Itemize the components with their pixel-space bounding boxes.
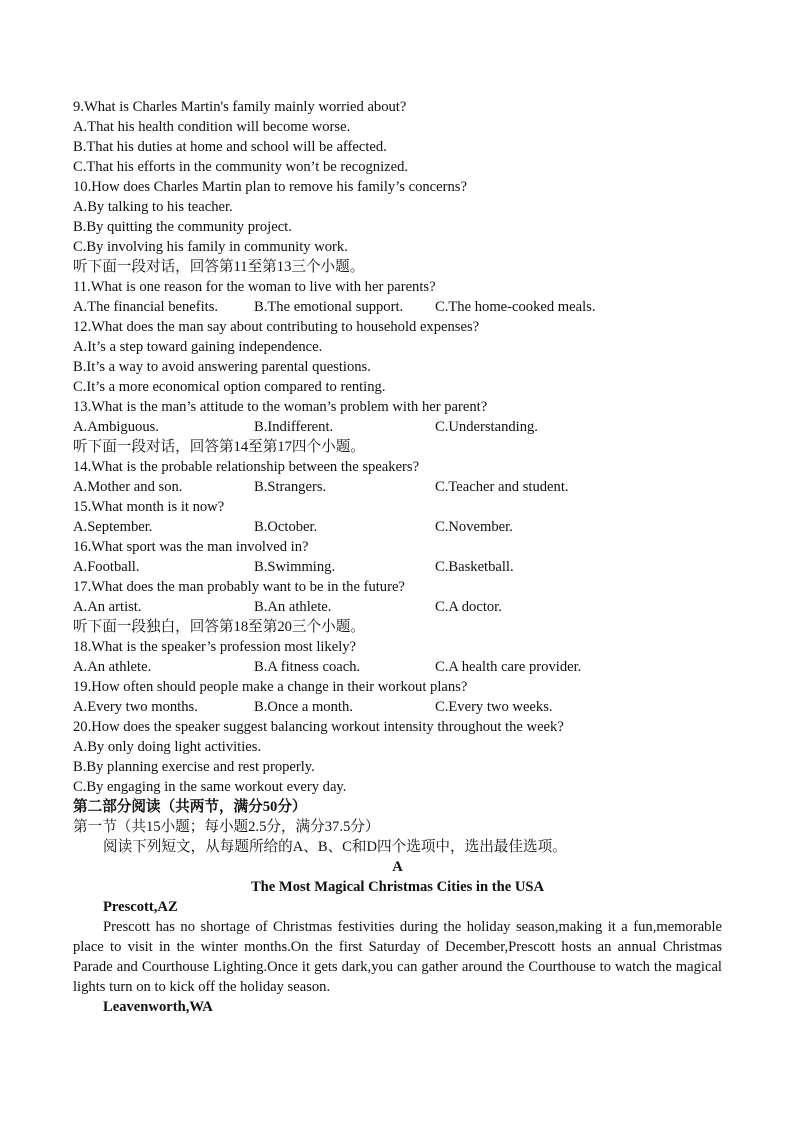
question-18: 18.What is the speaker’s profession most likely? [73,639,357,655]
question-13: 13.What is the man’s attitude to the woman’s problem with her parent? [73,399,488,415]
options-14 [73,477,722,497]
part2-title: 第二部分阅读（共两节，满分50分） [73,799,307,815]
option-10c: C.By involving his family in community work. [73,239,348,255]
option-12a: A.It’s a step toward gaining independence. [73,339,323,355]
option-12b: B.It’s a way to avoid answering parental questions. [73,359,371,375]
option-20b: B.By planning exercise and rest properly. [73,759,315,775]
question-19: 19.How often should people make a change in their workout plans? [73,679,468,695]
section-heading-11-13: 听下面一段对话，回答第11至第13三个小题。 [73,259,365,275]
option-20a: A.By only doing light activities. [73,739,262,755]
option-13a: A.Ambiguous. [73,419,159,435]
option-19c: C.Every two weeks. [435,699,553,715]
part2-subtitle: 第一节（共15小题；每小题2.5分，满分37.5分） [73,819,380,835]
option-9c: C.That his efforts in the community won’t be recognized. [73,159,409,175]
options-18 [73,657,722,677]
passage-letter: A [392,859,403,875]
option-10a: A.By talking to his teacher. [73,199,233,215]
question-20: 20.How does the speaker suggest balancing workout intensity throughout the week? [73,719,564,735]
option-20c: C.By engaging in the same workout every day. [73,779,347,795]
options-13 [73,417,722,437]
option-11b: B.The emotional support. [254,299,404,315]
question-12: 12.What does the man say about contributing to household expenses? [73,319,480,335]
option-14b: B.Strangers. [254,479,327,495]
options-19 [73,697,722,717]
options-16 [73,557,722,577]
option-15c: C.November. [435,519,513,535]
city-paragraph-prescott: Prescott has no shortage of Christmas festivities during the holiday season,making it a fun,memorable place to visit in the winter months.On the first Saturday of December,Prescott hosts an annual Christmas Parade and Courthouse Lighting.Once it gets dark,you can gather around the Courthouse to watch the magical lights turn on to kick off the holiday season. [73,919,722,995]
section-heading-14-17: 听下面一段对话，回答第14至第17四个小题。 [73,439,365,455]
options-11 [73,297,722,317]
option-12c: C.It’s a more economical option compared to renting. [73,379,386,395]
options-15 [73,517,722,537]
option-15a: A.September. [73,519,153,535]
option-17c: C.A doctor. [435,599,502,615]
city-heading-leavenworth: Leavenworth,WA [103,999,213,1015]
option-10b: B.By quitting the community project. [73,219,292,235]
option-9a: A.That his health condition will become worse. [73,119,351,135]
part2-instructions: 阅读下列短文，从每题所给的A、B、C和D四个选项中，选出最佳选项。 [103,839,567,855]
option-16a: A.Football. [73,559,140,575]
option-17b: B.An athlete. [254,599,332,615]
option-11a: A.The financial benefits. [73,299,219,315]
passage-title: The Most Magical Christmas Cities in the USA [250,879,545,895]
option-18c: C.A health care provider. [435,659,582,675]
option-19a: A.Every two months. [73,699,198,715]
option-19b: B.Once a month. [254,699,353,715]
option-9b: B.That his duties at home and school will be affected. [73,139,387,155]
option-13c: C.Understanding. [435,419,538,435]
option-16c: C.Basketball. [435,559,514,575]
question-14: 14.What is the probable relationship between the speakers? [73,459,420,475]
question-11: 11.What is one reason for the woman to live with her parents? [73,279,436,295]
option-15b: B.October. [254,519,318,535]
options-17 [73,597,722,617]
option-14a: A.Mother and son. [73,479,183,495]
option-11c: C.The home-cooked meals. [435,299,596,315]
section-heading-18-20: 听下面一段独白，回答第18至第20三个小题。 [73,619,365,635]
option-18b: B.A fitness coach. [254,659,361,675]
option-17a: A.An artist. [73,599,142,615]
option-14c: C.Teacher and student. [435,479,569,495]
question-10: 10.How does Charles Martin plan to remove his family’s concerns? [73,179,467,195]
question-17: 17.What does the man probably want to be in the future? [73,579,405,595]
option-18a: A.An athlete. [73,659,152,675]
question-16: 16.What sport was the man involved in? [73,539,309,555]
question-15: 15.What month is it now? [73,499,225,515]
option-13b: B.Indifferent. [254,419,334,435]
question-9: 9.What is Charles Martin's family mainly worried about? [73,99,407,115]
option-16b: B.Swimming. [254,559,336,575]
city-heading-prescott: Prescott,AZ [103,899,178,915]
